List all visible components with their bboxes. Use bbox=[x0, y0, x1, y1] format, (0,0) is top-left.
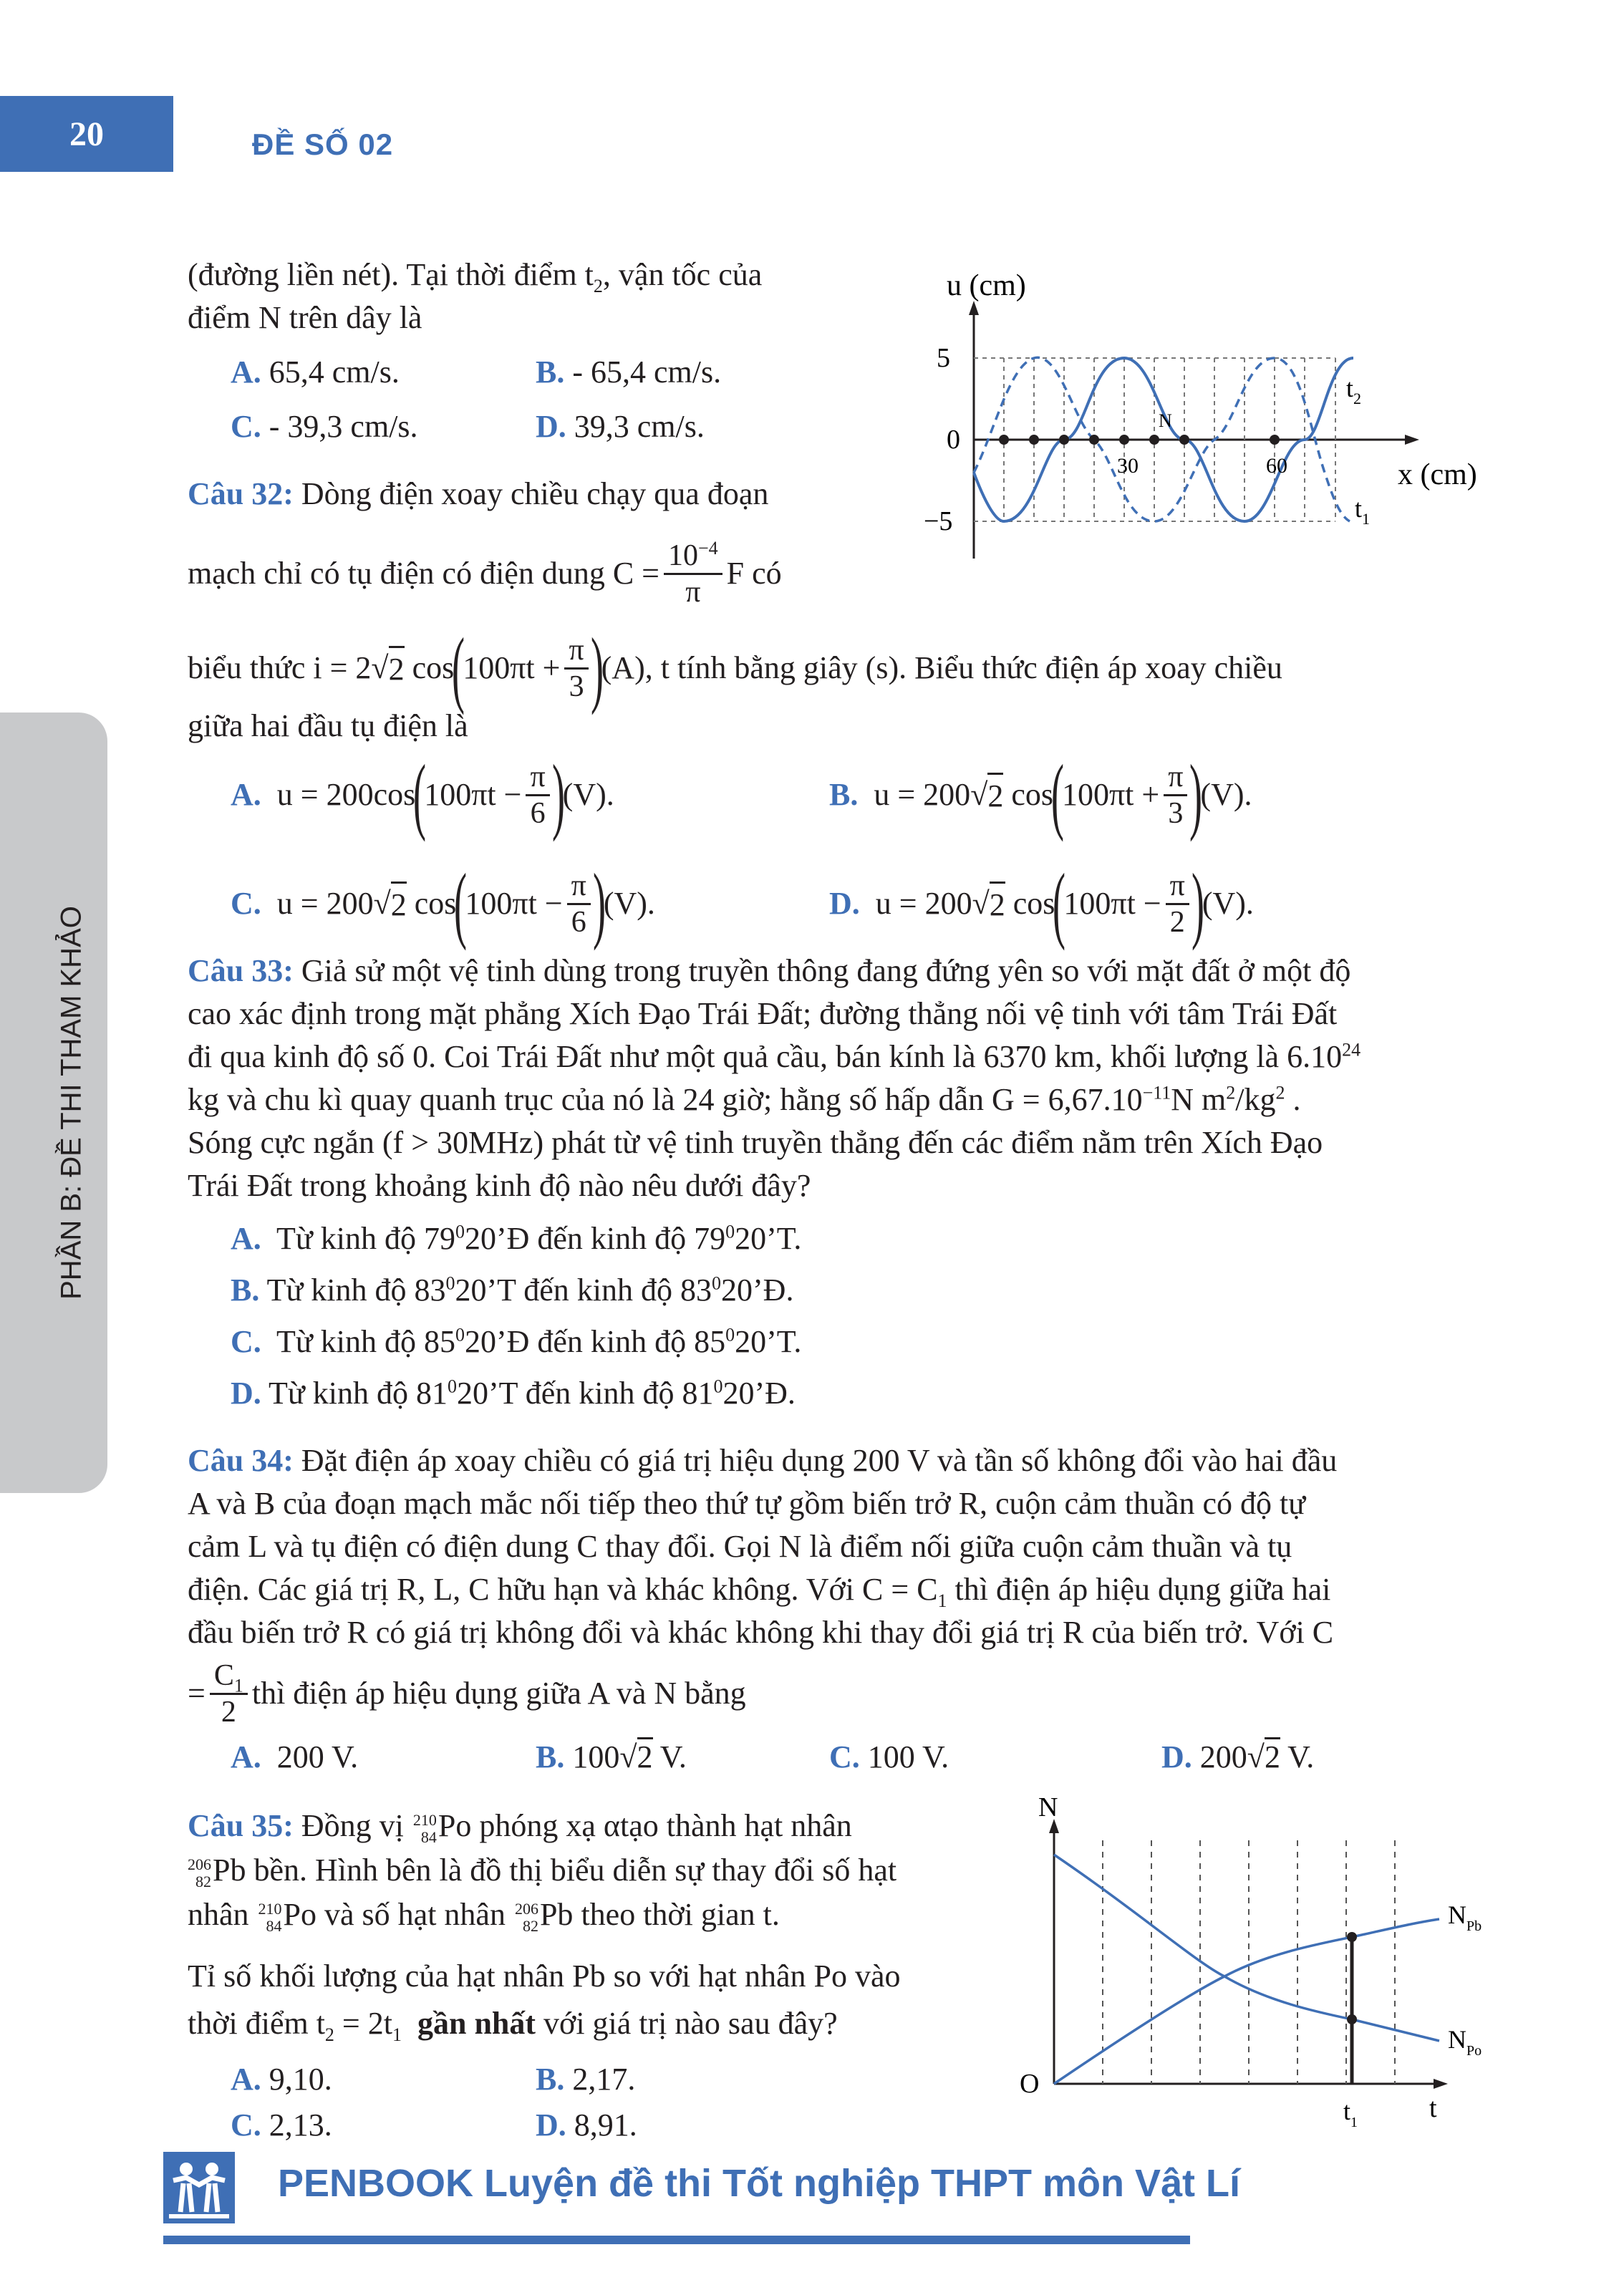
wave-y-arrow bbox=[969, 301, 979, 315]
wave-y-tick-0: 0 bbox=[947, 425, 960, 455]
wave-x-arrow bbox=[1405, 435, 1419, 445]
q33-option-c[interactable]: C. Từ kinh độ $85^020’Đ$ đến kinh độ $85^020’T$. bbox=[231, 1324, 802, 1359]
q34-line6: = $\frac{C_1}{2}$ thì điện áp hiệu dụng giữa A và N bằng bbox=[188, 1658, 746, 1729]
q35-option-b[interactable]: B. 2,17. bbox=[536, 2062, 636, 2097]
q34-line4: điện. Các giá trị R, L, C hữu hạn và khác không. Với $C = C_1$ thì điện áp hiệu dụng giữa hai bbox=[188, 1572, 1331, 1611]
q32-option-c[interactable]: C. u = 200 √ 2 cos ( 100πt − $\frac{\pi}{6}$ ) (V). bbox=[231, 856, 655, 951]
wave-y-tick-neg5: −5 bbox=[924, 506, 953, 536]
q33-option-a[interactable]: A. Từ kinh độ $79^020’Đ$ đến kinh độ $79^020’T$. bbox=[231, 1221, 802, 1256]
q34-line2: A và B của đoạn mạch mắc nối tiếp theo thứ tự gồm biến trở R, cuộn cảm thuần có độ tự bbox=[188, 1486, 1306, 1521]
q32-option-b[interactable]: B. u = 200 √ 2 cos ( 100πt + $\frac{\pi}{3}$ ) (V). bbox=[829, 747, 1252, 842]
q33-line3: đi qua kinh độ số 0. Coi Trái Đất như một quả cầu, bán kính là 6370 km, khối lượng là 6.10$^{24}$ bbox=[188, 1039, 1361, 1074]
q35-line1: Câu 35: Đồng vị 210 84 Po phóng xạ αtạo thành hạt nhân bbox=[188, 1808, 852, 1846]
decay-label-po: $N_{Po}$ bbox=[1448, 2025, 1482, 2059]
q35-line5: thời điểm $t_2 = 2t_1$ gần nhất với giá trị nào sau đây? bbox=[188, 2006, 838, 2045]
q32-line2: mạch chỉ có tụ điện có điện dung C = $\frac{10^{-4}}{\pi}$ F có bbox=[188, 537, 782, 609]
decay-x-label: t bbox=[1429, 2093, 1437, 2123]
wave-y-tick-5: 5 bbox=[937, 343, 950, 373]
q32-line3: biểu thức i = 2 √ 2 cos ( 100πt + $\frac{\pi}{3}$ ) (A), t tính bằng giây (s). Biểu thức điện áp xoay chiều bbox=[188, 620, 1282, 715]
q33-line2: cao xác định trong mặt phẳng Xích Đạo Trái Đất; đường thẳng nối vệ tinh với tâm Trái Đất bbox=[188, 996, 1338, 1031]
q33-line5: Sóng cực ngắn (f > 30MHz) phát từ vệ tinh truyền thẳng đến các điểm nằm trên Xích Đạo bbox=[188, 1125, 1323, 1160]
footer-rule bbox=[163, 2236, 1190, 2244]
decay-t1-label: $t_1$ bbox=[1343, 2097, 1358, 2130]
q32-line1: Câu 32: Dòng điện xoay chiều chạy qua đoạn bbox=[188, 476, 769, 511]
q34-option-d[interactable]: D. 200√2 V. bbox=[1161, 1736, 1314, 1779]
wave-y-label: u (cm) bbox=[947, 269, 1026, 302]
q35-line3: nhân 210 84 Po và số hạt nhân 206 82 Pb theo thời gian t. bbox=[188, 1897, 780, 1935]
penbook-logo-icon bbox=[163, 2152, 235, 2223]
q33-line6: Trái Đất trong khoảng kinh độ nào nêu dưới đây? bbox=[188, 1168, 811, 1203]
decay-point-po bbox=[1347, 2014, 1357, 2024]
decay-point-pb bbox=[1347, 1932, 1357, 1942]
q34-line1: Câu 34: Đặt điện áp xoay chiều có giá trị hiệu dụng 200 V và tần số không đổi vào hai đầu bbox=[188, 1443, 1338, 1478]
q35-line4: Tỉ số khối lượng của hạt nhân Pb so với hạt nhân Po vào bbox=[188, 1958, 901, 1994]
decay-x-arrow bbox=[1434, 2079, 1448, 2089]
wave-x-tick-60: 60 bbox=[1266, 454, 1287, 478]
wave-x-label: x (cm) bbox=[1398, 458, 1477, 491]
q34-line3: cảm L và tụ điện có điện dung C thay đổi. Gọi N là điểm nối giữa cuộn cảm thuần và tụ bbox=[188, 1529, 1292, 1564]
decay-label-pb: $N_{Pb}$ bbox=[1448, 1900, 1482, 1934]
sidebar-tab bbox=[0, 713, 107, 1493]
q35-option-c[interactable]: C. 2,13. bbox=[231, 2107, 332, 2143]
q34-option-a[interactable]: A. 200 V. bbox=[231, 1739, 359, 1774]
q33-line1: Câu 33: Giả sử một vệ tinh dùng trong truyền thông đang đứng yên so với mặt đất ở một độ bbox=[188, 953, 1351, 988]
footer-title: PENBOOK Luyện đề thi Tốt nghiệp THPT môn Vật Lí bbox=[278, 2162, 1240, 2205]
q33-option-d[interactable]: D. Từ kinh độ $81^020’T$ đến kinh độ $81^020’Đ$. bbox=[231, 1376, 796, 1411]
q31-option-a[interactable]: A. 65,4 cm/s. bbox=[231, 354, 400, 390]
wave-graph bbox=[909, 258, 1511, 573]
decay-curve-po bbox=[1054, 1855, 1439, 2041]
decay-y-label: N bbox=[1038, 1797, 1058, 1822]
q32-option-a[interactable]: A. u = 200cos ( 100πt − $\frac{\pi}{6}$ ) (V). bbox=[231, 747, 614, 842]
sidebar-label: PHẦN B: ĐỀ THI THAM KHẢO bbox=[55, 906, 87, 1300]
q31-option-b[interactable]: B. - 65,4 cm/s. bbox=[536, 354, 722, 390]
q35-line2: 206 82 Pb bền. Hình bên là đồ thị biểu diễn sự thay đổi số hạt bbox=[188, 1853, 897, 1890]
wave-label-t2: $t_2$ bbox=[1346, 374, 1362, 407]
q32-option-d[interactable]: D. u = 200 √ 2 cos ( 100πt − $\frac{\pi}{2}$ ) (V). bbox=[829, 856, 1254, 951]
q31-line1: (đường liền nét). Tại thời điểm $t_2$, vận tốc của bbox=[188, 257, 763, 296]
q35-option-d[interactable]: D. 8,91. bbox=[536, 2107, 637, 2143]
q32-line4: giữa hai đầu tụ điện là bbox=[188, 708, 468, 743]
wave-label-t1: $t_1$ bbox=[1355, 494, 1371, 528]
q31-option-d[interactable]: D. 39,3 cm/s. bbox=[536, 409, 705, 444]
wave-x-tick-30: 30 bbox=[1117, 454, 1139, 478]
q33-option-b[interactable]: B. Từ kinh độ $83^020’T$ đến kinh độ $83^020’Đ$. bbox=[231, 1272, 794, 1308]
q33-line4: kg và chu kì quay quanh trục của nó là 24 giờ; hằng số hấp dẫn $G = 6,67.10^{-11}N$ $m^2/kg^2$ . bbox=[188, 1082, 1301, 1117]
section-title: ĐỀ SỐ 02 bbox=[252, 127, 394, 161]
q34-line5: đầu biến trở R có giá trị không đổi và khác không khi thay đổi giá trị R của biến trở. Với C bbox=[188, 1615, 1334, 1650]
decay-origin: O bbox=[1020, 2069, 1040, 2099]
decay-curve-pb bbox=[1054, 1919, 1439, 2084]
page-number: 20 bbox=[0, 96, 173, 172]
q34-option-b[interactable]: B. 100√2 V. bbox=[536, 1736, 687, 1779]
q31-line2: điểm N trên dây là bbox=[188, 300, 422, 335]
q31-option-c[interactable]: C. - 39,3 cm/s. bbox=[231, 409, 418, 444]
q34-option-c[interactable]: C. 100 V. bbox=[829, 1739, 949, 1774]
decay-graph bbox=[1010, 1797, 1525, 2134]
q35-option-a[interactable]: A. 9,10. bbox=[231, 2062, 332, 2097]
wave-point-n: N bbox=[1159, 410, 1172, 431]
